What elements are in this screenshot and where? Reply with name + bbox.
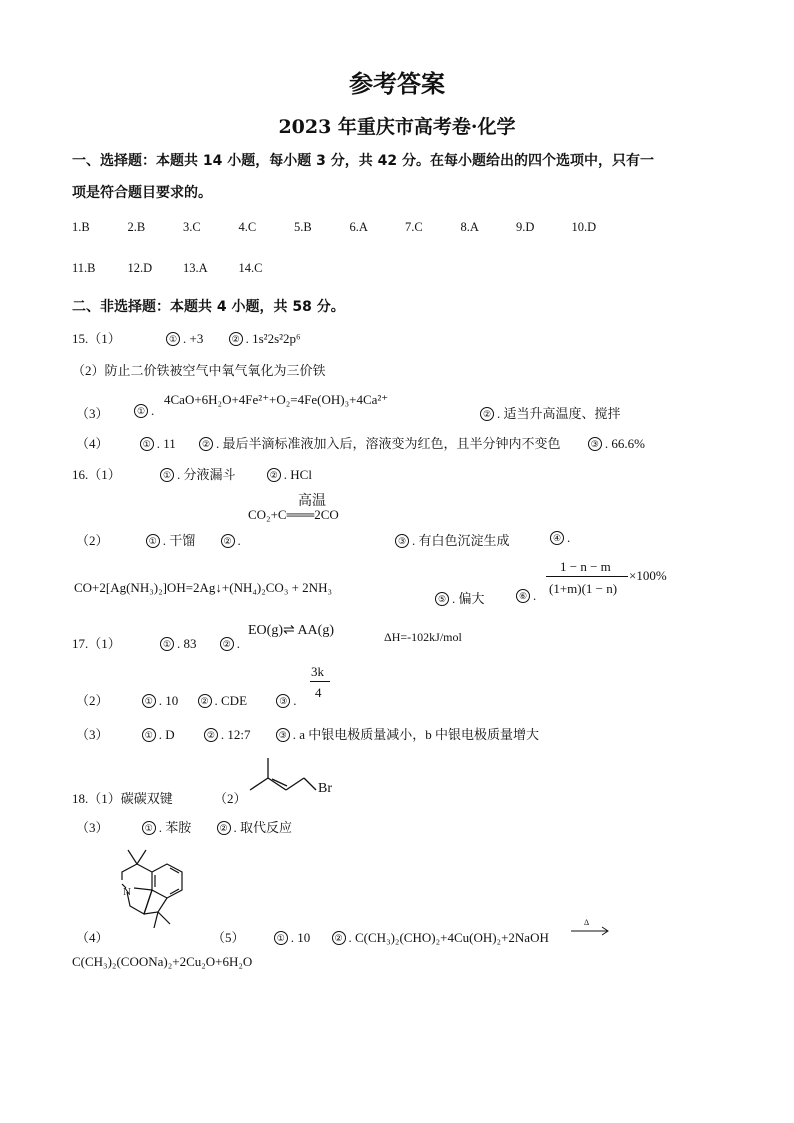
q16-p2-answer-e-text: . 偏大 xyxy=(452,591,485,606)
q15-p4-answer-c: . 66.6% xyxy=(604,436,645,451)
q18-p2-number: （2） xyxy=(214,791,247,806)
q15-p4-answer-b: . 最后半滴标准液加入后，溶液变为红色，且半分钟内不变色 xyxy=(216,436,561,451)
q16-p1-answer-b: . HCl xyxy=(283,467,312,482)
circle-mark-3: ③ xyxy=(588,437,602,451)
q16-p2-answer-e xyxy=(435,588,485,607)
page-title: 参考答案 xyxy=(349,69,445,98)
q17-p3-number: （3） xyxy=(76,727,109,742)
circle-mark-1: ① xyxy=(160,637,174,651)
choice-answer: 10.D xyxy=(571,220,597,234)
circle-mark-2: ② xyxy=(332,931,346,945)
q16-p2-answer-d-text: . xyxy=(567,530,571,545)
circle-mark-4: ④ xyxy=(550,531,564,545)
q16-p2-answer-c xyxy=(395,530,510,549)
q15-p1-number: 15.（1） xyxy=(72,331,121,346)
q15-part2: （2）防止二价铁被空气中氧气氧化为三价铁 xyxy=(72,363,326,378)
choice-answer: 4.C xyxy=(238,220,257,234)
nitrogen-label: N xyxy=(123,886,131,898)
q16-reaction-condition: 高温 xyxy=(298,494,326,509)
q16-fraction-bar xyxy=(546,576,628,577)
q18-p5-equation-line2: C(CH₃)₂(COONa)₂+2Cu₂O+6H₂O xyxy=(72,954,253,969)
q16-p2-answer-c-text: . 有白色沉淀生成 xyxy=(412,533,510,548)
q16-p1-number: 16.（1） xyxy=(72,467,121,482)
q17-enthalpy: ΔH=-102kJ/mol xyxy=(384,630,462,644)
q17-part3 xyxy=(76,724,539,743)
circle-mark-1: ① xyxy=(166,332,180,346)
circle-mark-6: ⑥ xyxy=(516,589,530,603)
q17-p3-answer-b: . 12:7 xyxy=(220,727,251,742)
q15-p1-answer-a: . +3 xyxy=(183,331,204,346)
choice-answer: 8.A xyxy=(460,220,479,234)
q15-p3-answer-b xyxy=(480,403,621,422)
q18-p4-number: （4） xyxy=(76,930,109,945)
choice-answer: 12.D xyxy=(127,261,153,275)
q17-p2-number: （2） xyxy=(76,693,109,708)
q17-fraction-denominator: 4 xyxy=(315,685,322,700)
q18-p3-answer-b: . 取代反应 xyxy=(233,820,293,835)
q15-p3-answer-b-text: . 适当升高温度、搅拌 xyxy=(497,406,621,421)
choice-answer: 11.B xyxy=(72,261,96,275)
choice-answer: 2.B xyxy=(127,220,146,234)
reaction-arrow-icon xyxy=(570,926,610,936)
choice-answer: 13.A xyxy=(183,261,208,275)
circle-mark-1: ① xyxy=(142,694,156,708)
circle-mark-1: ① xyxy=(274,931,288,945)
q17-equilibrium-equation: EO(g)⇌ AA(g) xyxy=(248,623,334,638)
q16-part2-line1 xyxy=(76,530,241,549)
section2-heading: 二、非选择题：本题共 4 小题，共 58 分。 xyxy=(72,299,345,315)
q18-part1: 18.（1）碳碳双键 xyxy=(72,791,173,806)
circle-mark-2: ② xyxy=(198,694,212,708)
q17-part2: （2） ① . 10 ② . CDE ③ . xyxy=(76,693,297,708)
q16-equation-1: CO₂+C═══2CO xyxy=(248,507,339,522)
q16-p2-answer-a: . 干馏 xyxy=(162,533,196,548)
circle-mark-2: ② xyxy=(217,821,231,835)
q18-p5-answer-a: . 10 xyxy=(290,930,311,945)
q16-p1-answer-a: . 分液漏斗 xyxy=(177,467,236,482)
circle-mark-1: ① xyxy=(160,468,174,482)
section1-heading-line2: 项是符合题目要求的。 xyxy=(72,185,212,201)
circle-mark-6: ⑥ . xyxy=(516,588,536,604)
q17-fraction-numerator: 3k xyxy=(311,664,324,679)
q17-p1-number: 17.（1） xyxy=(72,636,121,651)
circle-mark-2: ② xyxy=(480,407,494,421)
circle-mark-5: ⑤ xyxy=(435,592,449,606)
q17-p2-answer-b: . CDE xyxy=(214,693,248,708)
q16-fraction-tail: ×100% xyxy=(629,568,667,583)
choice-answer: 3.C xyxy=(183,220,201,234)
q15-p3-number: （3） xyxy=(76,406,109,421)
circle-mark-1: ① xyxy=(146,534,160,548)
circle-mark-2: ② xyxy=(267,468,281,482)
q16-p2-number: （2） xyxy=(76,533,109,548)
julolidine-derivative-structure xyxy=(100,842,200,942)
q16-p2-answer-d xyxy=(550,530,570,546)
q17-p1-answer-a: . 83 xyxy=(177,636,197,651)
q16-part1 xyxy=(72,464,312,483)
q17-part1: 17.（1） ① . 83 ② . xyxy=(72,636,241,651)
q16-fraction-numerator: 1 − n − m xyxy=(560,559,611,574)
q15-p4-number: （4） xyxy=(76,436,109,451)
choice-answer: 9.D xyxy=(516,220,535,234)
q15-p1-answer-b: . 1s²2s²2p⁶ xyxy=(245,331,301,346)
q18-part5 xyxy=(212,927,549,946)
page-subtitle: 2023 年重庆市高考卷·化学 xyxy=(278,116,516,138)
circle-mark-1: ① xyxy=(142,728,156,742)
q18-p3-number: （3） xyxy=(76,820,109,835)
q18-p3-answer-a: . 苯胺 xyxy=(158,820,192,835)
heat-condition: Δ xyxy=(584,918,590,927)
circle-mark-1: ① . xyxy=(134,403,154,419)
choice-answer: 14.C xyxy=(238,261,263,275)
choice-answer: 7.C xyxy=(405,220,423,234)
q17-p3-answer-c: . a 中银电极质量减小，b 中银电极质量增大 xyxy=(292,727,540,742)
q16-p2-answer-b: . xyxy=(237,533,241,548)
q18-part3 xyxy=(76,817,292,836)
q17-p2-answer-a: . 10 xyxy=(158,693,179,708)
circle-mark-1: ① xyxy=(134,404,148,418)
q15-p3-equation: 4CaO+6H₂O+4Fe²⁺+O₂=4Fe(OH)₃+4Ca²⁺ xyxy=(164,392,389,407)
circle-mark-1: ① xyxy=(140,437,154,451)
choice-answer: 6.A xyxy=(349,220,368,234)
q15-part1 xyxy=(72,328,301,347)
circle-mark-3: ③ xyxy=(276,694,290,708)
circle-mark-2: ② xyxy=(204,728,218,742)
circle-mark-2: ② xyxy=(199,437,213,451)
q15-part4 xyxy=(76,433,645,452)
circle-mark-3: ③ xyxy=(395,534,409,548)
q18-p5-answer-b: . C(CH₃)₂(CHO)₂+4Cu(OH)₂+2NaOH xyxy=(348,930,549,945)
q16-fraction-denominator: (1+m)(1 − n) xyxy=(549,581,618,596)
circle-mark-3: ③ xyxy=(276,728,290,742)
q17-p3-answer-a: . D xyxy=(158,727,175,742)
q18-p5-number: （5） xyxy=(212,930,245,945)
circle-mark-2: ② xyxy=(220,637,234,651)
circle-mark-2: ② xyxy=(221,534,235,548)
q17-fraction-bar xyxy=(310,681,330,682)
bromine-label: Br xyxy=(318,781,332,796)
circle-mark-1: ① xyxy=(142,821,156,835)
choice-answer: 1.B xyxy=(72,220,90,234)
section1-heading-line1: 一、选择题：本题共 14 小题，每小题 3 分，共 42 分。在每小题给出的四个选项中，只有一 xyxy=(72,153,654,169)
circle-mark-2: ② xyxy=(229,332,243,346)
q15-p4-answer-a: . 11 xyxy=(156,436,176,451)
choice-answer: 5.B xyxy=(294,220,312,234)
q16-equation-2: CO+2[Ag(NH₃)₂]OH=2Ag↓+(NH₄)₂CO₃ + 2NH₃ xyxy=(74,580,332,595)
